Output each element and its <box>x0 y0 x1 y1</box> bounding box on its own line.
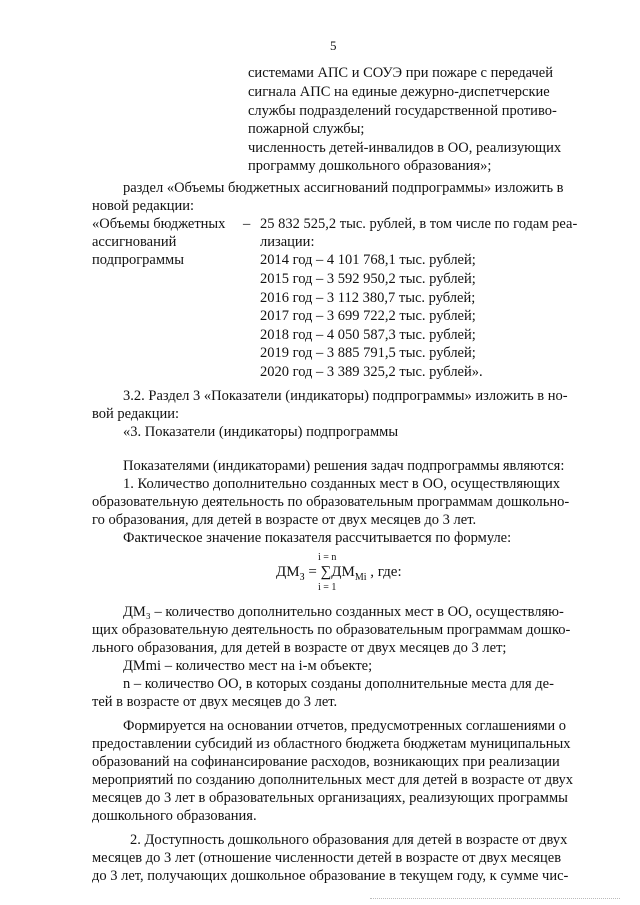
budget-label: «Объемы бюджетных <box>92 216 226 232</box>
text-line: Фактическое значение показателя рассчитывается по формуле: <box>123 530 512 546</box>
footer-artifact <box>370 898 620 901</box>
text-line: предоставлении субсидий из областного бюджета бюджетам муниципальных <box>92 736 571 752</box>
text-line: 1. Количество дополнительно созданных мест в ОО, осуществляющих <box>123 476 560 492</box>
formula-expression <box>276 564 402 583</box>
text-line: образований на софинансирование расходов, возникающих при реализации <box>92 754 560 770</box>
budget-value: 2015 год – 3 592 950,2 тыс. рублей; <box>260 271 476 287</box>
sum-lower-limit: i = 1 <box>318 582 337 593</box>
budget-value: 2017 год – 3 699 722,2 тыс. рублей; <box>260 308 476 324</box>
text-line: до 3 лет, получающих дошкольное образование в текущем году, к сумме чис- <box>92 868 569 884</box>
text-line: дошкольного образования. <box>92 808 257 824</box>
text-line: 3.2. Раздел 3 «Показатели (индикаторы) подпрограммы» изложить в но- <box>123 388 568 404</box>
text-line: льного образования, для детей в возрасте от двух месяцев до 3 лет; <box>92 640 507 656</box>
budget-value: 2019 год – 3 885 791,5 тыс. рублей; <box>260 345 476 361</box>
formula <box>276 552 476 598</box>
text-line: ДМ₃ – количество дополнительно созданных мест в ОО, осуществляю- <box>123 604 564 620</box>
formula-eq: = <box>304 564 321 580</box>
text-line: раздел «Объемы бюджетных ассигнований подпрограммы» изложить в <box>123 180 564 196</box>
text-line: мероприятий по созданию дополнительных мест для детей в возрасте от двух <box>92 772 574 788</box>
text-line: го образования, для детей в возрасте от двух месяцев до 3 лет. <box>92 512 477 528</box>
text-line: месяцев до 3 лет в образовательных организациях, реализующих программы <box>92 790 568 806</box>
text-line: n – количество ОО, в которых созданы дополнительные места для де- <box>123 676 554 692</box>
text-line: щих образовательную деятельность по образовательным программам дошко- <box>92 622 571 638</box>
budget-value: 25 832 525,2 тыс. рублей, в том числе по годам реа- <box>260 216 578 232</box>
text-line: Показателями (индикаторами) решения задач подпрограммы являются: <box>123 458 565 474</box>
section-heading: «3. Показатели (индикаторы) подпрограммы <box>123 424 399 440</box>
budget-value: лизации: <box>260 234 315 250</box>
formula-lhs-sub: З <box>299 572 305 583</box>
text-line: численность детей-инвалидов в ОО, реализующих <box>248 140 562 156</box>
text-line: программу дошкольного образования»; <box>248 158 492 174</box>
formula-lhs: ДМ <box>276 564 300 580</box>
budget-label: подпрограммы <box>92 252 184 268</box>
text-line: сигнала АПС на единые дежурно-диспетчерские <box>248 84 550 100</box>
text-line: вой редакции: <box>92 406 180 422</box>
text-line: новой редакции: <box>92 198 195 214</box>
page-number: 5 <box>330 38 337 53</box>
formula-sum: ∑ДМ <box>320 564 355 580</box>
text-line: месяцев до 3 лет (отношение численности детей в возрасте от двух месяцев <box>92 850 562 866</box>
text-line: образовательную деятельность по образовательным программам дошкольно- <box>92 494 570 510</box>
budget-value: 2016 год – 3 112 380,7 тыс. рублей; <box>260 290 476 306</box>
budget-value: 2014 год – 4 101 768,1 тыс. рублей; <box>260 252 476 268</box>
budget-value: 2020 год – 3 389 325,2 тыс. рублей». <box>260 364 483 380</box>
text-line: 2. Доступность дошкольного образования для детей в возрасте от двух <box>130 832 568 848</box>
text-line: пожарной службы; <box>248 121 365 137</box>
budget-label: ассигнований <box>92 234 177 250</box>
formula-sum-sub: Mi <box>354 572 367 583</box>
sum-upper-limit: i = n <box>318 552 337 563</box>
budget-value: 2018 год – 4 050 587,3 тыс. рублей; <box>260 327 476 343</box>
text-line: системами АПС и СОУЭ при пожаре с передачей <box>248 65 553 81</box>
text-line: Формируется на основании отчетов, предусмотренных соглашениями о <box>123 718 567 734</box>
formula-tail: , где: <box>366 564 402 580</box>
budget-dash: – <box>243 216 251 232</box>
text-line: ДМmi – количество мест на i-м объекте; <box>123 658 373 674</box>
text-line: службы подразделений государственной противо- <box>248 103 557 119</box>
text-line: тей в возрасте от двух месяцев до 3 лет. <box>92 694 338 710</box>
